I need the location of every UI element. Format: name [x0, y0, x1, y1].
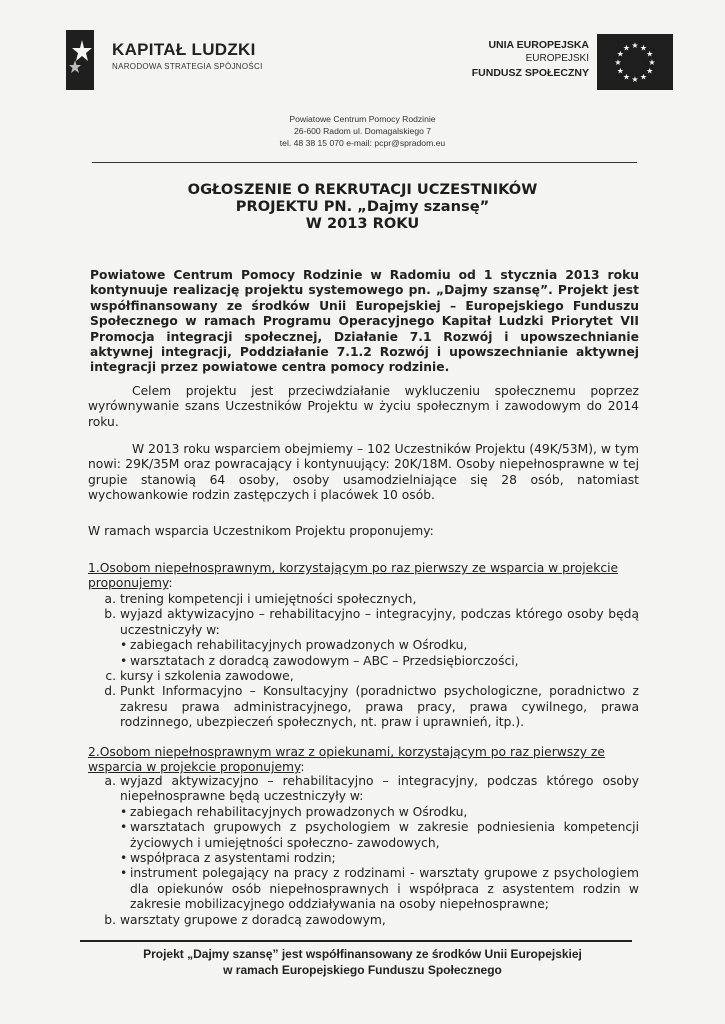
- footer-line: w ramach Europejskiego Funduszu Społecznego: [223, 963, 502, 977]
- bullet-text: warsztatach z doradcą zawodowym – ABC – Przedsiębiorczości,: [130, 653, 519, 668]
- section2-list: [104, 774, 639, 928]
- address-block: [0, 113, 725, 149]
- section2-heading: [88, 745, 639, 776]
- address-line: Powiatowe Centrum Pomocy Rodzinie: [289, 114, 436, 124]
- intro-paragraph: Powiatowe Centrum Pomocy Rodzinie w Radomiu od 1 stycznia 2013 roku kontynuuje realizację projektu systemowego pn. „Dajmy szansę”. Projekt jest współfinansowany ze środków Unii Europejskiej – Europejskiego Funduszu Społecznego w ramach Programu Operacyjnego Kapitał Ludzki Priorytet VII Promocja integracji społecznej, Działanie 7.1 Rozwój i upowszechnianie aktywnej integracji, Poddziałanie 7.1.2 Rozwój i upowszechnianie aktywnej integracji przez powiatowe centra pomocy rodzinie.: [90, 268, 639, 375]
- list-item-label: a.: [104, 774, 116, 788]
- eu-star-icon: ★: [646, 66, 654, 76]
- bullet-text: zabiegach rehabilitacyjnych prowadzonych w Ośrodku,: [130, 804, 468, 819]
- list-item-label: d.: [104, 684, 116, 699]
- logo-subtitle: NARODOWA STRATEGIA SPÓJNOŚCI: [112, 62, 263, 71]
- logo-title: KAPITAŁ LUDZKI: [112, 40, 256, 59]
- eu-star-icon: ★: [614, 58, 622, 67]
- list-item: [104, 592, 639, 607]
- bullet-text: warsztatach grupowych z psychologiem w zakresie podniesienia kompetencji życiowych i umiejętności społeczno- zawodowych,: [130, 820, 639, 850]
- list-item-label: b.: [104, 607, 116, 622]
- list-item-text: wyjazd aktywizacyjno – rehabilitacyjno – integracyjny, podczas którego osoby niepełnosprawne będą uczestniczyły w:: [120, 774, 639, 804]
- list-item-label: a.: [104, 592, 116, 606]
- section1-title: Osobom niepełnosprawnym, korzystającym po raz pierwszy ze wsparcia w projekcie proponujemy: [88, 561, 619, 591]
- eu-star-icon: ★: [616, 66, 624, 76]
- bullet-icon: •: [120, 851, 128, 866]
- bullet-text: współpraca z asystentami rodzin;: [130, 851, 336, 866]
- eu-logo: [472, 38, 673, 90]
- list-item: [104, 774, 639, 913]
- participants-paragraph: W 2013 roku wsparciem obejmiemy – 102 Uczestników Projektu (49K/53M), w tym nowi: 29K/35M oraz powracający i kontynuujący: 20K/18M. Osoby niepełnosprawne w tej grupie stanowią 64 osoby, osoby usamodzielniające się 28 osób, natomiast wychowankowie rodzin zastępczych i placówek 10 osób.: [88, 442, 639, 503]
- section1-colon: :: [168, 576, 173, 591]
- kapital-ludzki-logo: [66, 30, 263, 90]
- section1-heading: [88, 561, 639, 592]
- bullet-item: [120, 654, 639, 669]
- section2-title: Osobom niepełnosprawnym wraz z opiekunami, korzystającym po raz pierwszy ze wsparcia w projekcie proponujemy: [88, 745, 605, 775]
- section2-number: 2.: [88, 745, 100, 759]
- offer-intro-paragraph: W ramach wsparcia Uczestnikom Projektu proponujemy:: [88, 524, 434, 538]
- eu-star-icon: ★: [646, 49, 654, 59]
- eu-flag-icon: [597, 34, 673, 90]
- eu-star-icon: ★: [639, 43, 648, 53]
- eu-star-icon: ★: [631, 75, 639, 84]
- bullet-icon: •: [120, 638, 128, 653]
- title-line: W 2013 ROKU: [305, 215, 420, 232]
- list-item: [104, 669, 639, 684]
- bullet-item: [120, 805, 639, 820]
- bullet-text: zabiegach rehabilitacyjnych prowadzonych w Ośrodku,: [130, 638, 468, 653]
- eu-star-icon: ★: [616, 49, 624, 59]
- section2-colon: :: [300, 760, 305, 775]
- footer-line: Projekt „Dajmy szansę” jest współfinansowany ze środków Unii Europejskiej: [143, 947, 582, 961]
- eu-star-icon: ★: [631, 41, 639, 50]
- bullet-item: [120, 866, 639, 912]
- kapital-ludzki-star-icon: [66, 30, 94, 90]
- address-line: tel. 48 38 15 070 e-mail: pcpr@spradom.eu: [279, 138, 446, 148]
- eu-star-icon: ★: [622, 43, 631, 53]
- title-line: OGŁOSZENIE O REKRUTACJI UCZESTNIKÓW: [187, 181, 538, 198]
- bullet-item: [120, 851, 639, 866]
- eu-logo-line1: UNIA EUROPEJSKA: [488, 39, 589, 51]
- list-item-text: trening kompetencji i umiejętności społecznych,: [120, 592, 417, 606]
- address-line: 26-600 Radom ul. Domagalskiego 7: [293, 126, 432, 136]
- list-item-label: b.: [104, 912, 116, 927]
- bullet-icon: •: [120, 820, 128, 835]
- bullet-icon: •: [120, 653, 128, 668]
- list-item-text: warsztaty grupowe z doradcą zawodowym,: [120, 912, 386, 927]
- list-item: [104, 913, 639, 928]
- list-item: [104, 684, 639, 730]
- goal-paragraph: Celem projektu jest przeciwdziałanie wykluczeniu społecznemu poprzez wyrównywanie szans Uczestników Projektu w życiu społecznym i zawodowym do 2014 roku.: [88, 384, 639, 429]
- bullet-icon: •: [120, 804, 128, 819]
- header-divider: [92, 162, 637, 163]
- bullet-item: [120, 638, 639, 653]
- footer-divider: [80, 940, 632, 942]
- bullet-icon: •: [120, 866, 128, 881]
- page-title: [0, 181, 725, 232]
- bullet-text: instrument polegający na pracy z rodzinami - warsztaty grupowe z psychologiem dla opiekunów osób niepełnosprawnych i współpraca z asystentem rodzin w zakresie mobilizacyjnego oddziaływania na osoby niepełnosprawne;: [130, 866, 639, 912]
- section1-list: [104, 592, 639, 731]
- footer: [0, 946, 725, 978]
- section1-number: 1.: [88, 561, 100, 575]
- eu-star-icon: ★: [648, 58, 656, 67]
- sub-list: [120, 638, 639, 669]
- list-item-text: wyjazd aktywizacyjno – rehabilitacyjno – integracyjny, podczas którego osoby będą uczestniczyły w:: [120, 607, 639, 637]
- eu-logo-line3: FUNDUSZ SPOŁECZNY: [471, 67, 589, 79]
- list-item-text: Punkt Informacyjno – Konsultacyjny (poradnictwo psychologiczne, poradnictwo z zakresu prawa administracyjnego, prawa pracy, prawa cywilnego, prawa rodzinnego, ubezpieczeń społecznych, nt. praw i uprawnień, itp.).: [120, 684, 639, 730]
- title-line: PROJEKTU PN. „Dajmy szansę”: [235, 198, 490, 215]
- eu-star-icon: ★: [622, 72, 631, 82]
- eu-logo-line2: EUROPEJSKI: [525, 53, 589, 64]
- list-item-text: kursy i szkolenia zawodowe,: [120, 669, 294, 684]
- list-item-label: c.: [105, 669, 116, 684]
- sub-list: [120, 805, 639, 913]
- bullet-item: [120, 820, 639, 851]
- list-item: [104, 607, 639, 669]
- eu-star-icon: ★: [639, 72, 648, 82]
